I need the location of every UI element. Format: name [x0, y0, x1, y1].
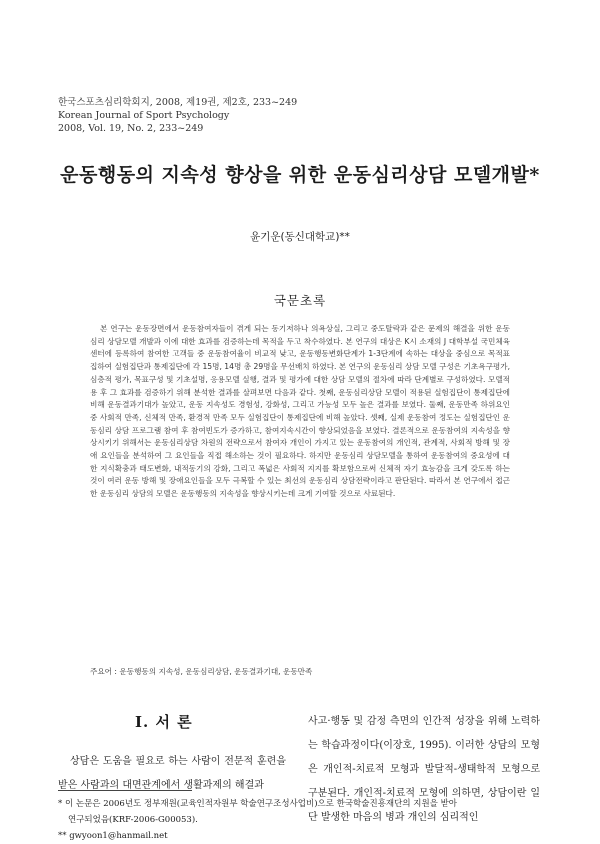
journal-line-korean: 한국스포츠심리학회지, 2008, 제19권, 제2호, 233~249: [58, 97, 298, 108]
keywords: 주요어 : 운동행동의 지속성, 운동심리상담, 운동결과기대, 운동만족: [90, 667, 313, 676]
journal-line-english: Korean Journal of Sport Psychology: [58, 110, 230, 121]
footnote-funding: * 이 논문은 2006년도 정부재원(교육인적자원부 학술연구조성사업비)으로 한국학술진흥재단의 지원을 받아: [58, 799, 457, 809]
abstract-heading: 국문초록: [273, 293, 327, 308]
footnote-email: ** gwyoon1@hanmail.net: [58, 831, 168, 841]
paper-title: 운동행동의 지속성 향상을 위한 운동심리상담 모델개발*: [60, 164, 540, 186]
footnote-divider: [58, 790, 192, 791]
body-left-column: 상담은 도움을 필요로 하는 사람이 전문적 훈련을 받은 사람과의 대면관계에서 생활과제의 해결과: [58, 756, 286, 791]
body-right-column: 사고·행동 및 감정 측면의 인간적 성장을 위해 노력하는 학습과정이다(이장호, 1995). 이러한 상담의 모형은 개인적-치료적 모형과 발달적-생태학적 모형으로 구분된다. 개인적-치료적 모형에 의하면, 상담이란 일단 발생한 마음의 병과 개인의 심리적인: [308, 716, 540, 823]
abstract-body: 본 연구는 운동장면에서 운동참여자들이 겪게 되는 동기저하나 의욕상실, 그리고 중도탈락과 같은 문제의 해결을 위한 운동심리 상담모델 개발과 이에 대한 효과를 검증하는데 목적을 두고 착수하였다. 본 연구의 대상은 K시 소재의 J 대학부설 국민체육센터에 등록하여 참여한 고객들 중 운동참여율이 비교적 낮고, 운동행동변화단계가 1-3단계에 속하는 대상을 중심으로 목적표집하여 실험집단과 통제집단에 각 15명, 14명 총 29명을 무선배치 하였다. 본 연구의 운동심리 상담 모델 구성은 기초욕구평가, 심층적 평가, 목표구성 및 기초설명, 응용모델 실행, 결과 및 평가에 대한 상담 모델의 절차에 따라 단계별로 구성하였다. 모델적용 후 그 효과를 검증하기 위해 분석한 결과를 살펴보면 다음과 같다. 첫째, 운동심리상담 모델이 적용된 실험집단이 통제집단에 비해 운동결과기대가 높았고, 운동 지속성도 경험성, 강화성, 그리고 가능성 모두 높은 결과를 보였다. 둘째, 운동만족 하위요인중 사회적 만족, 신체적 만족, 환경적 만족 모두 실험집단이 통제집단에 비해 높았다. 셋째, 실제 운동참여 정도는 실험집단인 운동심리 상담 프로그램 참여 후 참여빈도가 증가하고, 참여지속시간이 향상되었음을 보였다. 결론적으로 운동참여의 지속성을 향상시키기 위해서는 운동심리상담 차원의 전략으로서 참여자 개인이 가지고 있는 운동참여의 개인적, 관계적, 사회적 방해 및 장애 요인들을 분석하여 그 요인들을 직접 해소하는 것이 필요하다. 하지만 운동심리 상담모델을 통하여 운동참여의 중요성에 대한 지식확충과 태도변화, 내적동기의 강화, 그리고 폭넓은 사회적 지지를 확보함으로써 신체적 자기 효능감을 크게 갖도록 하는 것이 여러 운동 방해 및 장애요인들을 모두 극복할 수 있는 최선의 운동심리 상담전략이라고 판단된다. 따라서 본 연구에서 접근한 운동심리 상담의 모델은 운동행동의 지속성을 향상시키는데 크게 기여할 것으로 사료된다.: [90, 324, 510, 499]
footnotes: [58, 796, 558, 844]
footnote-funding-cont: 연구되었음(KRF-2006-G00053).: [68, 815, 198, 825]
section-heading-introduction: Ⅰ. 서 론: [135, 713, 193, 731]
journal-line-volume: 2008, Vol. 19, No. 2, 233~249: [58, 123, 204, 134]
author: 윤기운(동신대학교)**: [250, 231, 350, 243]
journal-citation: [58, 96, 297, 135]
